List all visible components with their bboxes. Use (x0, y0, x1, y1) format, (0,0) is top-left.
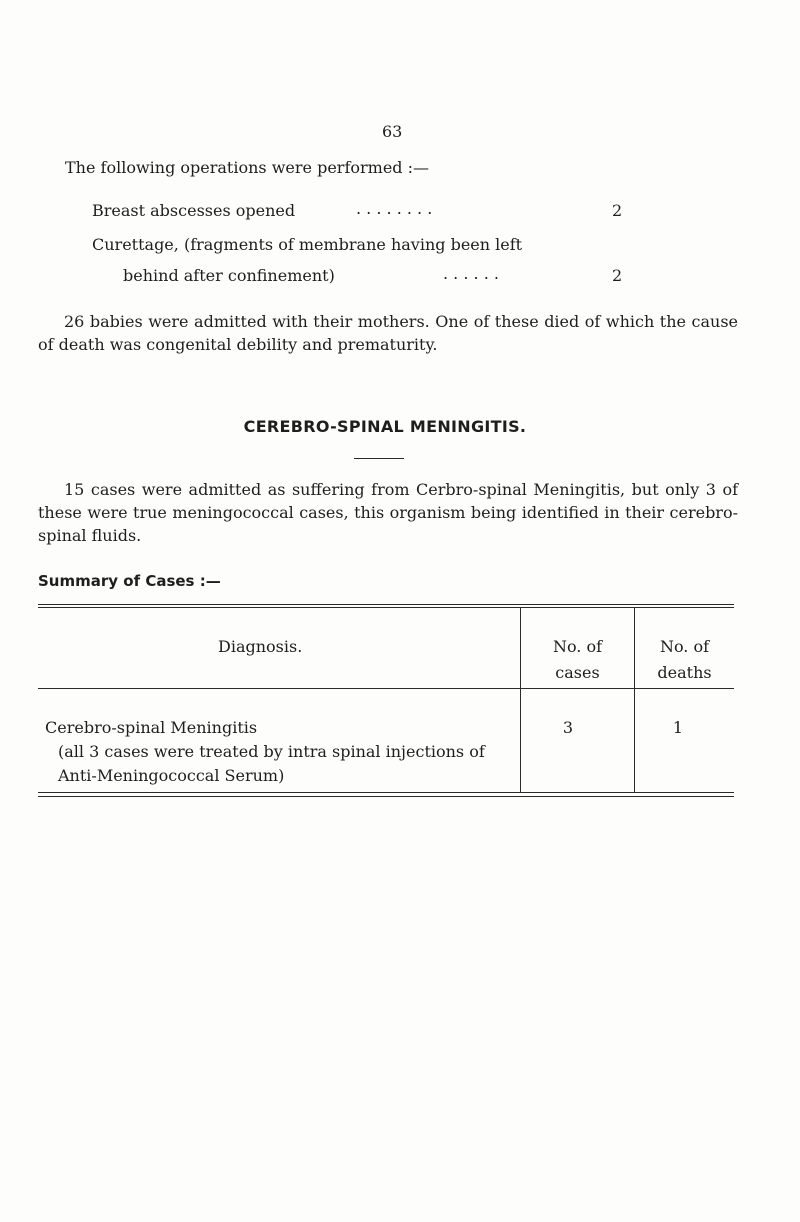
header-cases: No. of (552, 637, 603, 656)
operation-label-continued: behind after confinement) (123, 266, 335, 285)
table-row-cases: 3 (562, 718, 574, 737)
leader-dots: . . . . . . (443, 264, 499, 283)
meningitis-paragraph: 15 cases were admitted as suffering from Cerbro-spinal Meningitis, but only 3 of these were true meningococcal cases, this organism being identified in their cerebro-spinal fluids. (38, 480, 738, 545)
column-divider (520, 608, 521, 792)
table-row-deaths: 1 (672, 718, 684, 737)
summary-heading: Summary of Cases :— (38, 572, 221, 590)
header-separator (38, 688, 734, 689)
table-top-rule (38, 604, 734, 605)
operation-count: 2 (612, 201, 623, 220)
babies-paragraph: 26 babies were admitted with their mothers. One of these died of which the cause of death was congenital debility and prematurity. (38, 312, 738, 354)
table-top-rule (38, 607, 734, 608)
column-divider (634, 608, 635, 792)
section-title: CEREBRO-SPINAL MENINGITIS. (243, 417, 527, 436)
header-deaths: No. of (659, 637, 710, 656)
operation-label: Breast abscesses opened (92, 201, 296, 220)
leader-dots: . . . . . . . . (356, 199, 433, 218)
table-bottom-rule (38, 792, 734, 793)
header-diagnosis: Diagnosis. (218, 637, 303, 656)
table-row-note: (all 3 cases were treated by intra spinal injections of (58, 742, 485, 761)
table-row-diagnosis: Cerebro-spinal Meningitis (45, 718, 258, 737)
operation-count: 2 (612, 266, 623, 285)
table-bottom-rule (38, 796, 734, 797)
title-underline (354, 458, 404, 459)
page-number: 63 (382, 122, 403, 141)
header-deaths: deaths (657, 663, 712, 682)
operations-intro: The following operations were performed :— (65, 158, 429, 177)
operation-label: Curettage, (fragments of membrane having been left (92, 235, 523, 254)
table-row-note: Anti-Meningococcal Serum) (58, 766, 285, 785)
header-cases: cases (555, 663, 600, 682)
